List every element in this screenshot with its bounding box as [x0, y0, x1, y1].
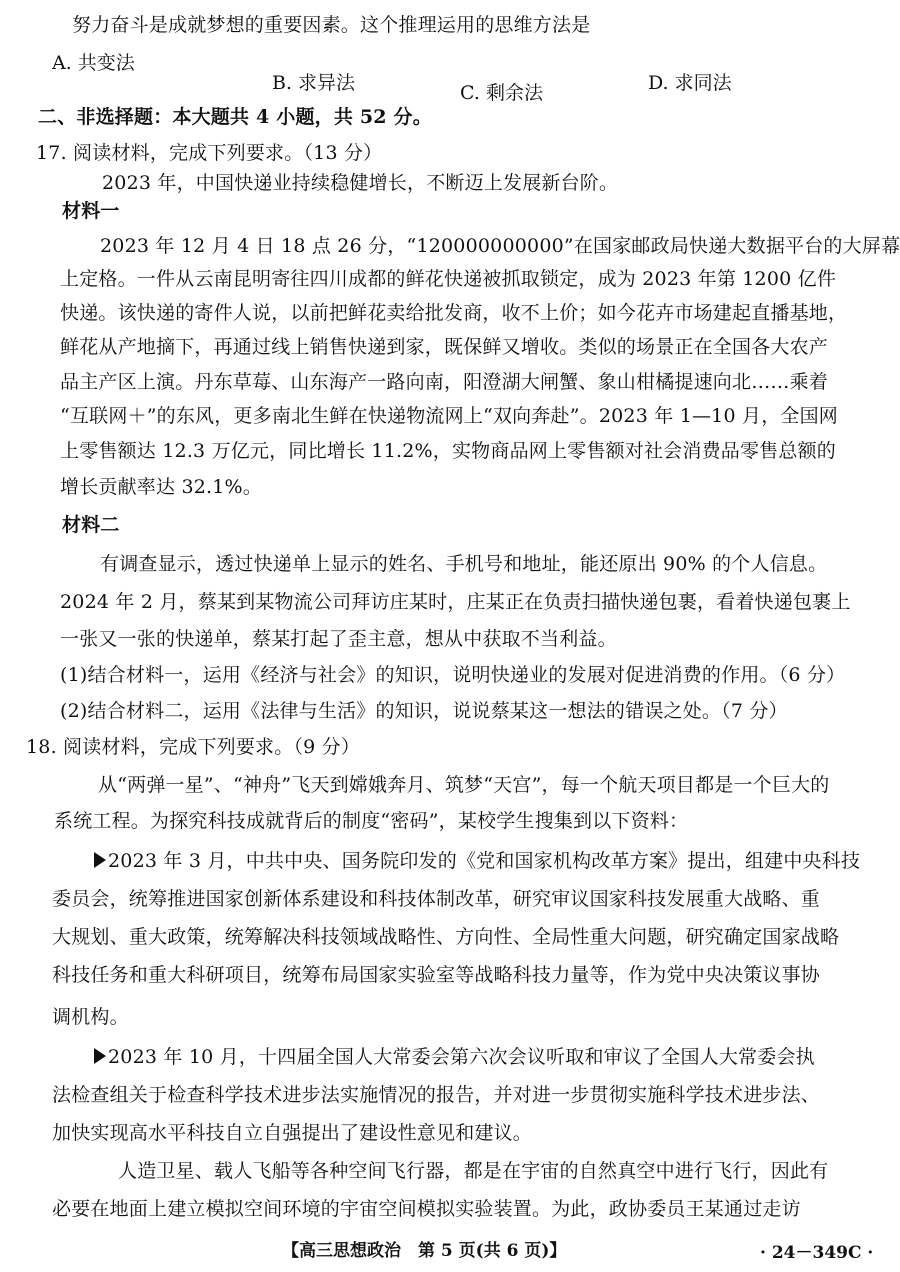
- q18-item1-first-line: [94, 848, 860, 874]
- q17-material1-line: “互联网＋”的东风，更多南北生鲜在快递物流网上“双向奔赴”。2023 年 1—10 月，全国网: [60, 405, 838, 427]
- triangle-bullet-icon: [94, 1048, 106, 1064]
- q17-title: 17. 阅读材料，完成下列要求。（13 分）: [36, 142, 383, 164]
- section2-heading: [38, 104, 432, 130]
- q18-item2-text: 2023 年 10 月，十四届全国人大常委会第六次会议听取和审议了全国人大常委会执: [108, 1046, 815, 1068]
- q16-option-a: A. 共变法: [52, 52, 135, 74]
- q18-item1-line: 科技任务和重大科研项目，统筹布局国家实验室等战略科技力量等，作为党中央决策议事协: [52, 964, 821, 986]
- q17-material1-line: 增长贡献率达 32.1%。: [60, 476, 262, 498]
- q18-item2-first-line: [94, 1044, 815, 1070]
- q17-material2-line: 2024 年 2 月，蔡某到某物流公司拜访庄某时，庄某正在负责扫描快递包裹，看着快递包裹上: [60, 591, 851, 613]
- section2-heading-rest: 本大题共 4 小题，共 52 分。: [172, 106, 432, 128]
- q17-material1-line: 2023 年 12 月 4 日 18 点 26 分，“120000000000”在国家邮政局快递大数据平台的大屏幕: [100, 235, 900, 257]
- q17-material1-line: 快递。该快递的寄件人说，以前把鲜花卖给批发商，收不上价；如今花卉市场建起直播基地，: [60, 302, 848, 324]
- page-footer-label: 【高三思想政治 第 5 页(共 6 页)】: [282, 1241, 567, 1261]
- q17-material1-line: 上零售额达 12.3 万亿元，同比增长 11.2%，实物商品网上零售额对社会消费品零售总额的: [60, 440, 836, 462]
- q16-option-c: C. 剩余法: [460, 82, 543, 104]
- q17-material2-label: 材料二: [62, 514, 120, 536]
- q17-material2-line: 有调查显示，透过快递单上显示的姓名、手机号和地址，能还原出 90% 的个人信息。: [100, 553, 828, 575]
- q18-item2-line: 加快实现高水平科技自立自强提出了建设性意见和建议。: [52, 1122, 533, 1144]
- q18-item3-line: 人造卫星、载人飞船等各种空间飞行器，都是在宇宙的自然真空中进行飞行，因此有: [118, 1160, 829, 1182]
- q18-item3-line: 必要在地面上建立模拟空间环境的宇宙空间模拟实验装置。为此，政协委员王某通过走访: [52, 1198, 801, 1220]
- q18-item1-line: 调机构。: [52, 1006, 129, 1028]
- q17-material1-line: 品主产区上演。丹东草莓、山东海产一路向南，阳澄湖大闸蟹、象山柑橘提速向北……乘着: [60, 371, 829, 393]
- triangle-bullet-icon: [94, 852, 106, 868]
- q18-item2-line: 法检查组关于检查科学技术进步法实施情况的报告，并对进一步贯彻实施科学技术进步法、: [52, 1084, 821, 1106]
- q17-material2-line: 一张又一张的快递单，蔡某打起了歪主意，想从中获取不当利益。: [60, 628, 617, 650]
- q17-requirement-2: (2)结合材料二，运用《法律与生活》的知识，说说蔡某这一想法的错误之处。（7 分）: [60, 700, 788, 722]
- page-footer-code: · 24－349C ·: [760, 1243, 874, 1263]
- q18-item1-text: 2023 年 3 月，中共中央、国务院印发的《党和国家机构改革方案》提出，组建中央科技: [108, 850, 861, 872]
- q16-option-d: D. 求同法: [648, 72, 732, 94]
- q17-material1-label: 材料一: [62, 200, 120, 222]
- q17-requirement-1: (1)结合材料一，运用《经济与社会》的知识，说明快递业的发展对促进消费的作用。（6 分）: [60, 664, 846, 686]
- q18-title: 18. 阅读材料，完成下列要求。（9 分）: [26, 736, 361, 758]
- q18-intro-line: 从“两弹一星”、“神舟”飞天到嫦娥奔月、筑梦“天宫”，每一个航天项目都是一个巨大的: [98, 774, 830, 796]
- q18-item1-line: 委员会，统筹推进国家创新体系建设和科技体制改革，研究审议国家科技发展重大战略、重: [52, 888, 821, 910]
- q16-stem-tail: 努力奋斗是成就梦想的重要因素。这个推理运用的思维方法是: [72, 14, 591, 36]
- q16-option-b: B. 求异法: [272, 72, 356, 94]
- q17-material1-line: 上定格。一件从云南昆明寄往四川成都的鲜花快递被抓取锁定，成为 2023 年第 1200 亿件: [60, 268, 837, 290]
- q17-material1-line: 鲜花从产地摘下，再通过线上销售快递到家，既保鲜又增收。类似的场景正在全国各大农产: [60, 336, 829, 358]
- section2-heading-label: 二、非选择题：: [38, 106, 173, 128]
- q17-intro: 2023 年，中国快递业持续稳健增长，不断迈上发展新台阶。: [102, 172, 619, 194]
- q18-intro-line: 系统工程。为探究科技成就背后的制度“密码”，某校学生搜集到以下资料：: [54, 810, 689, 832]
- q18-item1-line: 大规划、重大政策，统筹解决科技领域战略性、方向性、全局性重大问题，研究确定国家战略: [52, 926, 840, 948]
